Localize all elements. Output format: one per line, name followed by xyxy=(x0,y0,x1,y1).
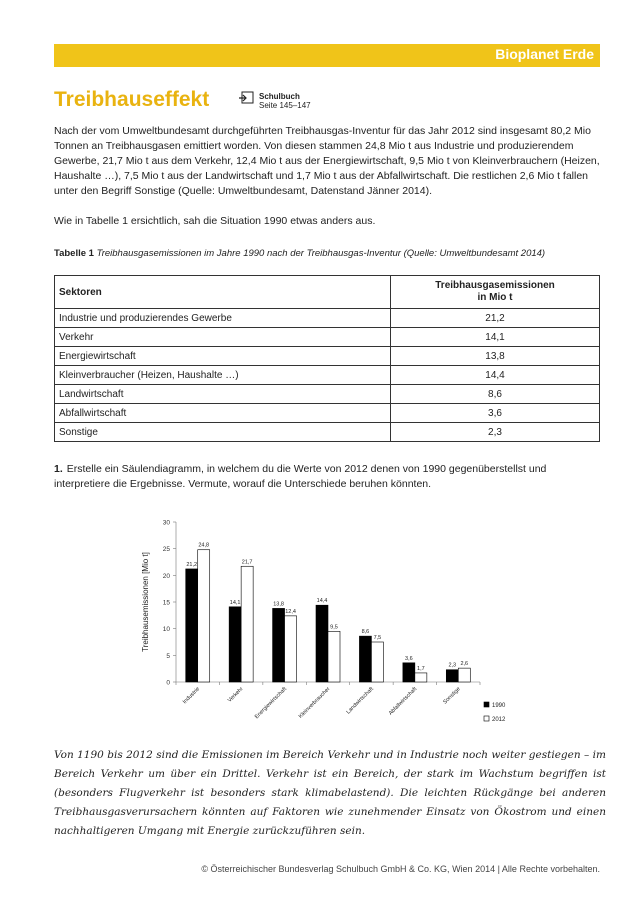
table-row xyxy=(55,404,600,423)
task-number: 1. xyxy=(54,463,63,475)
x-tick-label: Verkehr xyxy=(226,686,245,704)
bar-2012-verkehr xyxy=(241,566,253,682)
header-bar xyxy=(54,44,600,67)
legend-swatch-2012 xyxy=(484,716,489,721)
x-tick-label: Landwirtschaft xyxy=(345,686,375,716)
y-tick-label: 10 xyxy=(162,626,170,634)
data-label: 21,7 xyxy=(241,559,253,566)
sector-cell: Landwirtschaft xyxy=(55,385,391,404)
bar-1990-verkehr xyxy=(229,607,241,682)
table-row xyxy=(55,423,600,442)
data-label: 8,6 xyxy=(361,629,370,636)
table-row xyxy=(55,328,600,347)
page-title: Treibhauseffekt xyxy=(54,88,210,111)
sector-cell: Sonstige xyxy=(55,423,391,442)
data-label: 14,1 xyxy=(229,599,241,606)
value-cell: 3,6 xyxy=(391,404,600,423)
emissions-bar-chart xyxy=(128,510,520,730)
sector-cell: Industrie und produzierendes Gewerbe xyxy=(55,309,391,328)
task-1 xyxy=(54,462,602,492)
sector-cell: Energiewirtschaft xyxy=(55,347,391,366)
data-label: 2,3 xyxy=(448,662,457,669)
x-tick-label: Sonstige xyxy=(442,686,462,706)
legend-label-1990: 1990 xyxy=(492,703,506,709)
data-label: 7,5 xyxy=(373,635,382,641)
data-label: 3,6 xyxy=(405,655,413,662)
bar-1990-landwirtschaft xyxy=(359,636,371,682)
table-caption-label: Tabelle 1 xyxy=(54,248,94,259)
brand-label: Bioplanet Erde xyxy=(495,46,594,62)
data-label: 12,4 xyxy=(285,608,296,615)
bar-2012-kleinverbraucher xyxy=(328,631,340,682)
value-cell: 21,2 xyxy=(391,309,600,328)
sector-cell: Verkehr xyxy=(55,328,391,347)
table-caption xyxy=(54,248,545,259)
table-row xyxy=(55,347,600,366)
bar-2012-landwirtschaft xyxy=(371,642,383,682)
data-label: 9,5 xyxy=(330,624,338,631)
schulbuch-pages: Seite 145–147 xyxy=(259,101,311,110)
table-caption-text: Treibhausgasemissionen im Jahre 1990 nach der Treibhausgas-Inventur (Quelle: Umweltbundesamt 2014) xyxy=(96,248,546,259)
header-emissions-line2: in Mio t xyxy=(477,292,513,303)
table-row xyxy=(55,385,600,404)
bar-1990-industrie xyxy=(186,569,198,682)
bar-1990-kleinverbraucher xyxy=(316,605,328,682)
header-sectors: Sektoren xyxy=(55,276,391,309)
value-cell: 8,6 xyxy=(391,385,600,404)
data-label: 21,2 xyxy=(186,561,198,568)
copyright-footer: © Österreichischer Bundesverlag Schulbuch GmbH & Co. KG, Wien 2014 | Alle Rechte vorbehalten. xyxy=(201,864,600,874)
bar-2012-abfallwirtschaft xyxy=(415,673,427,682)
y-tick-label: 0 xyxy=(166,679,170,687)
y-tick-label: 30 xyxy=(162,519,170,527)
x-tick-label: Abfallwirtschaft xyxy=(387,686,419,717)
value-cell: 14,4 xyxy=(391,366,600,385)
legend-swatch-1990 xyxy=(484,702,489,707)
bar-2012-energiewirtschaft xyxy=(285,616,297,682)
data-label: 14,4 xyxy=(316,598,328,605)
emissions-table xyxy=(54,275,600,442)
header-emissions xyxy=(391,276,600,309)
table-header-row xyxy=(55,276,600,309)
intro-paragraph-2: Wie in Tabelle 1 ersichtlich, sah die Situation 1990 etwas anders aus. xyxy=(54,215,376,227)
x-tick-label: Kleinverbraucher xyxy=(297,686,332,720)
handwritten-answer: Von 1190 bis 2012 sind die Emissionen im Bereich Verkehr und in Industrie noch weiter gestiegen – im Bereich Verkehr um über ein Drittel. Verkehr ist ein Bereich, der stark im Wachstum begriffen ist (besonders Flugverkehr ist besonders stark klimabelastend). Die leichten Rückgänge bei anderen Treibhausgasverursachern könnten auf Faktoren wie zunehmender Einsatz von Ökostrom und einen nachhaltigeren Umgang mit Energie zurückzuführen sein. xyxy=(54,749,606,837)
x-tick-label: Industrie xyxy=(181,686,202,706)
schulbuch-label: Schulbuch xyxy=(259,92,300,101)
schulbuch-icon xyxy=(238,91,256,105)
schulbuch-reference xyxy=(259,92,311,110)
intro-paragraph: Nach der vom Umweltbundesamt durchgeführten Treibhausgas-Inventur für das Jahr 2012 sind insgesamt 80,2 Mio Tonnen an Treibhausgasen emittiert worden. Von diesen stammen 24,8 Mio t aus Industrie und produzierendem Gewerbe, 21,7 Mio t aus dem Verkehr, 12,4 Mio t aus der Energiewirtschaft, 9,5 Mio t von Kleinverbrauchern (Heizen, Haushalte …), 7,5 Mio t aus der Landwirtschaft und 1,7 Mio t aus der Abfallwirtschaft. Die restlichen 2,6 Mio t fallen unter den Begriff Sonstige (Quelle: Umweltbundesamt, Datenstand Jänner 2014). xyxy=(54,125,600,197)
value-cell: 2,3 xyxy=(391,423,600,442)
bar-2012-industrie xyxy=(198,550,210,682)
y-tick-label: 5 xyxy=(166,652,170,660)
y-tick-label: 20 xyxy=(162,572,170,580)
data-label: 13,8 xyxy=(273,601,284,608)
y-tick-label: 15 xyxy=(162,599,170,607)
bar-1990-sonstige xyxy=(446,670,458,682)
data-label: 24,8 xyxy=(198,542,210,549)
y-axis-title: Treibhausemissionen [Mio t] xyxy=(141,552,150,652)
legend-label-2012: 2012 xyxy=(492,717,506,723)
value-cell: 14,1 xyxy=(391,328,600,347)
bar-1990-abfallwirtschaft xyxy=(403,663,415,682)
value-cell: 13,8 xyxy=(391,347,600,366)
sector-cell: Abfallwirtschaft xyxy=(55,404,391,423)
table-row xyxy=(55,309,600,328)
header-emissions-line1: Treibhausgasemissionen xyxy=(435,280,555,291)
bar-2012-sonstige xyxy=(458,668,470,682)
task-text: Erstelle ein Säulendiagramm, in welchem du die Werte von 2012 denen von 1990 gegenüberstellst und interpretiere die Ergebnisse. Vermute, worauf die Unterschiede beruhen könnten. xyxy=(54,463,547,490)
table-row xyxy=(55,366,600,385)
x-tick-label: Energiewirtschaft xyxy=(253,686,288,721)
data-label: 1,7 xyxy=(417,665,425,672)
sector-cell: Kleinverbraucher (Heizen, Haushalte …) xyxy=(55,366,391,385)
y-tick-label: 25 xyxy=(162,546,170,554)
data-label: 2,6 xyxy=(460,661,469,668)
bar-1990-energiewirtschaft xyxy=(273,608,285,682)
